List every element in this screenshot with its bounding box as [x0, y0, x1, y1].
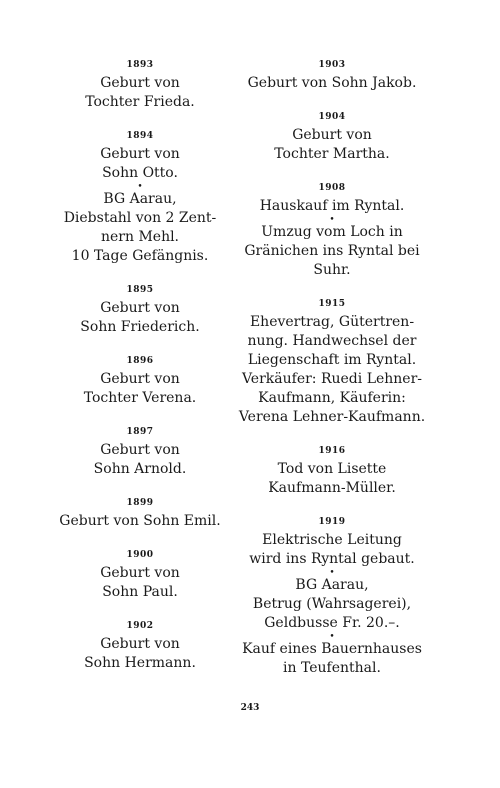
year-label: 1899: [126, 498, 154, 508]
event-text-line: nern Mehl.: [100, 229, 180, 245]
event-text-line: Liegenschaft im Ryntal.: [247, 352, 417, 368]
chronology-entry: [54, 496, 226, 531]
chronology-entry: [234, 110, 430, 164]
event-text-line: in Teufenthal.: [283, 660, 381, 676]
event-text-line: Sohn Paul.: [102, 584, 178, 600]
event-text-line: Ehevertrag, Gütertren-: [249, 314, 415, 330]
event-text-line: nung. Handwechsel der: [247, 333, 417, 349]
year-label: 1919: [318, 517, 346, 527]
year-label: 1903: [318, 60, 346, 70]
event-text-line: Betrug (Wahrsagerei),: [252, 596, 412, 612]
chronology-entry: [54, 548, 226, 602]
bullet-separator: •: [329, 632, 335, 642]
year-label: 1902: [126, 621, 154, 631]
chronology-entry: [234, 181, 430, 280]
event-text-line: Geburt von: [100, 371, 180, 387]
year-label: 1916: [318, 446, 346, 456]
event-text-line: Kaufmann, Käuferin:: [258, 390, 406, 406]
chronology-entry: [54, 58, 226, 112]
bullet-separator: •: [329, 215, 335, 225]
page-number: 243: [240, 703, 260, 713]
bullet-separator: •: [137, 182, 143, 192]
event-text-line: Tochter Frieda.: [85, 94, 195, 110]
bullet-separator: •: [329, 568, 335, 578]
event-text-line: Geburt von: [100, 442, 180, 458]
event-text-line: Geburt von: [292, 127, 372, 143]
event-text-line: Verkäufer: Ruedi Lehner-: [241, 371, 423, 387]
event-text-line: Verena Lehner-Kaufmann.: [238, 409, 426, 425]
year-label: 1895: [126, 285, 154, 295]
event-text-line: Geburt von: [100, 565, 180, 581]
year-label: 1896: [126, 356, 154, 366]
event-text-line: Gränichen ins Ryntal bei: [244, 243, 420, 259]
event-text-line: Tod von Lisette: [277, 461, 387, 477]
chronology-entry: [234, 444, 430, 498]
event-text-line: Geldbusse Fr. 20.–.: [264, 615, 400, 631]
event-text-line: Suhr.: [313, 262, 351, 278]
chronology-entry: [54, 354, 226, 408]
event-text-line: BG Aarau,: [103, 191, 177, 207]
event-text-line: BG Aarau,: [295, 577, 369, 593]
event-text-line: wird ins Ryntal gebaut.: [249, 551, 415, 567]
chronology-entry: [54, 129, 226, 266]
event-text-line: Umzug vom Loch in: [261, 224, 403, 240]
event-text-line: Geburt von Sohn Emil.: [59, 513, 221, 529]
event-text-line: Tochter Martha.: [274, 146, 390, 162]
event-text-line: Tochter Verena.: [83, 390, 197, 406]
chronology-entry: [54, 283, 226, 337]
event-text-line: Geburt von: [100, 75, 180, 91]
chronology-entry: [54, 619, 226, 673]
event-text-line: 10 Tage Gefängnis.: [71, 248, 209, 264]
event-text-line: Elektrische Leitung: [262, 532, 402, 548]
chronology-entry: [234, 58, 430, 93]
event-text-line: Diebstahl von 2 Zent-: [63, 210, 217, 226]
year-label: 1904: [318, 112, 346, 122]
year-label: 1900: [126, 550, 154, 560]
event-text-line: Sohn Hermann.: [84, 655, 196, 671]
chronology-entry: [234, 515, 430, 678]
event-text-line: Kauf eines Bauernhauses: [242, 641, 422, 657]
right-column: [234, 58, 430, 695]
event-text-line: Kaufmann-Müller.: [268, 480, 396, 496]
event-text-line: Sohn Friederich.: [80, 319, 200, 335]
year-label: 1915: [318, 299, 346, 309]
year-label: 1908: [318, 183, 346, 193]
year-label: 1897: [126, 427, 154, 437]
event-text-line: Geburt von Sohn Jakob.: [247, 75, 417, 91]
year-label: 1894: [126, 131, 154, 141]
year-label: 1893: [126, 60, 154, 70]
chronology-entry: [234, 297, 430, 427]
event-text-line: Hauskauf im Ryntal.: [259, 198, 405, 214]
event-text-line: Sohn Arnold.: [93, 461, 187, 477]
event-text-line: Geburt von: [100, 300, 180, 316]
left-column: [54, 58, 226, 690]
event-text-line: Sohn Otto.: [102, 165, 178, 181]
chronology-entry: [54, 425, 226, 479]
event-text-line: Geburt von: [100, 146, 180, 162]
event-text-line: Geburt von: [100, 636, 180, 652]
